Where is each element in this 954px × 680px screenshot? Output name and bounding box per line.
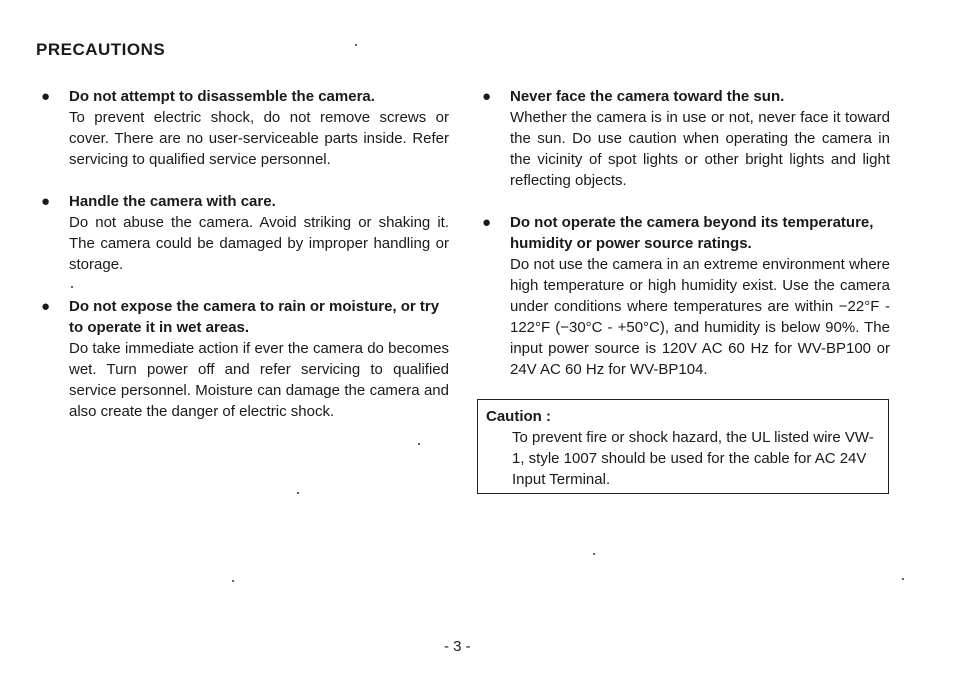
precaution-body: Whether the camera is in use or not, never face it toward the sun. Do use caution when operating the camera in the vicinity of spot lights or other bright lights and light reflecting objects. bbox=[510, 109, 890, 189]
scan-speck bbox=[593, 553, 595, 555]
caution-body: To prevent fire or shock hazard, the UL listed wire VW-1, style 1007 should be used for the cable for AC 24V Input Terminal. bbox=[512, 429, 874, 488]
caution-heading: Caution : bbox=[486, 408, 551, 425]
scan-speck bbox=[232, 580, 234, 582]
bullet-icon: ● bbox=[41, 88, 51, 105]
scan-speck bbox=[355, 44, 357, 46]
precaution-body: Do not abuse the camera. Avoid striking or shaking it. The camera could be damaged by improper handling or storage. bbox=[69, 214, 449, 273]
left-column bbox=[37, 86, 449, 422]
scan-speck bbox=[297, 492, 299, 494]
precaution-item bbox=[478, 212, 890, 380]
precaution-heading: Do not attempt to disassemble the camera. bbox=[69, 88, 375, 105]
precaution-item bbox=[37, 86, 449, 170]
bullet-icon: ● bbox=[41, 298, 51, 315]
precaution-body: Do take immediate action if ever the camera do becomes wet. Turn power off and refer servicing to qualified service personnel. Moisture can damage the camera and also create the danger of electric shock. bbox=[69, 340, 449, 420]
scan-speck bbox=[71, 286, 73, 288]
scan-speck bbox=[902, 578, 904, 580]
bullet-icon: ● bbox=[482, 214, 492, 231]
precaution-body: Do not use the camera in an extreme environment where high temperature or high humidity exist. Use the camera under conditions where temperatures are within −22°F - 122°F (−30°C - +50°C), and humidity is below 90%. The input power source is 120V AC 60 Hz for WV-BP100 or 24V AC 60 Hz for WV-BP104. bbox=[510, 256, 890, 378]
precaution-item bbox=[37, 191, 449, 275]
precaution-heading: Do not expose the camera to rain or moisture, or try to operate it in wet areas. bbox=[69, 298, 440, 336]
caution-box bbox=[477, 399, 889, 494]
page-title: PRECAUTIONS bbox=[36, 40, 166, 59]
precaution-heading: Never face the camera toward the sun. bbox=[510, 88, 785, 105]
scan-speck bbox=[418, 443, 420, 445]
precaution-heading: Do not operate the camera beyond its temperature, humidity or power source ratings. bbox=[510, 214, 874, 252]
page-number: - 3 - bbox=[444, 638, 471, 655]
bullet-icon: ● bbox=[41, 193, 51, 210]
right-column bbox=[478, 86, 890, 380]
precaution-body: To prevent electric shock, do not remove screws or cover. There are no user-serviceable parts inside. Refer servicing to qualified service personnel. bbox=[69, 109, 449, 168]
precaution-item bbox=[37, 296, 449, 422]
precaution-item bbox=[478, 86, 890, 191]
bullet-icon: ● bbox=[482, 88, 492, 105]
precaution-heading: Handle the camera with care. bbox=[69, 193, 276, 210]
